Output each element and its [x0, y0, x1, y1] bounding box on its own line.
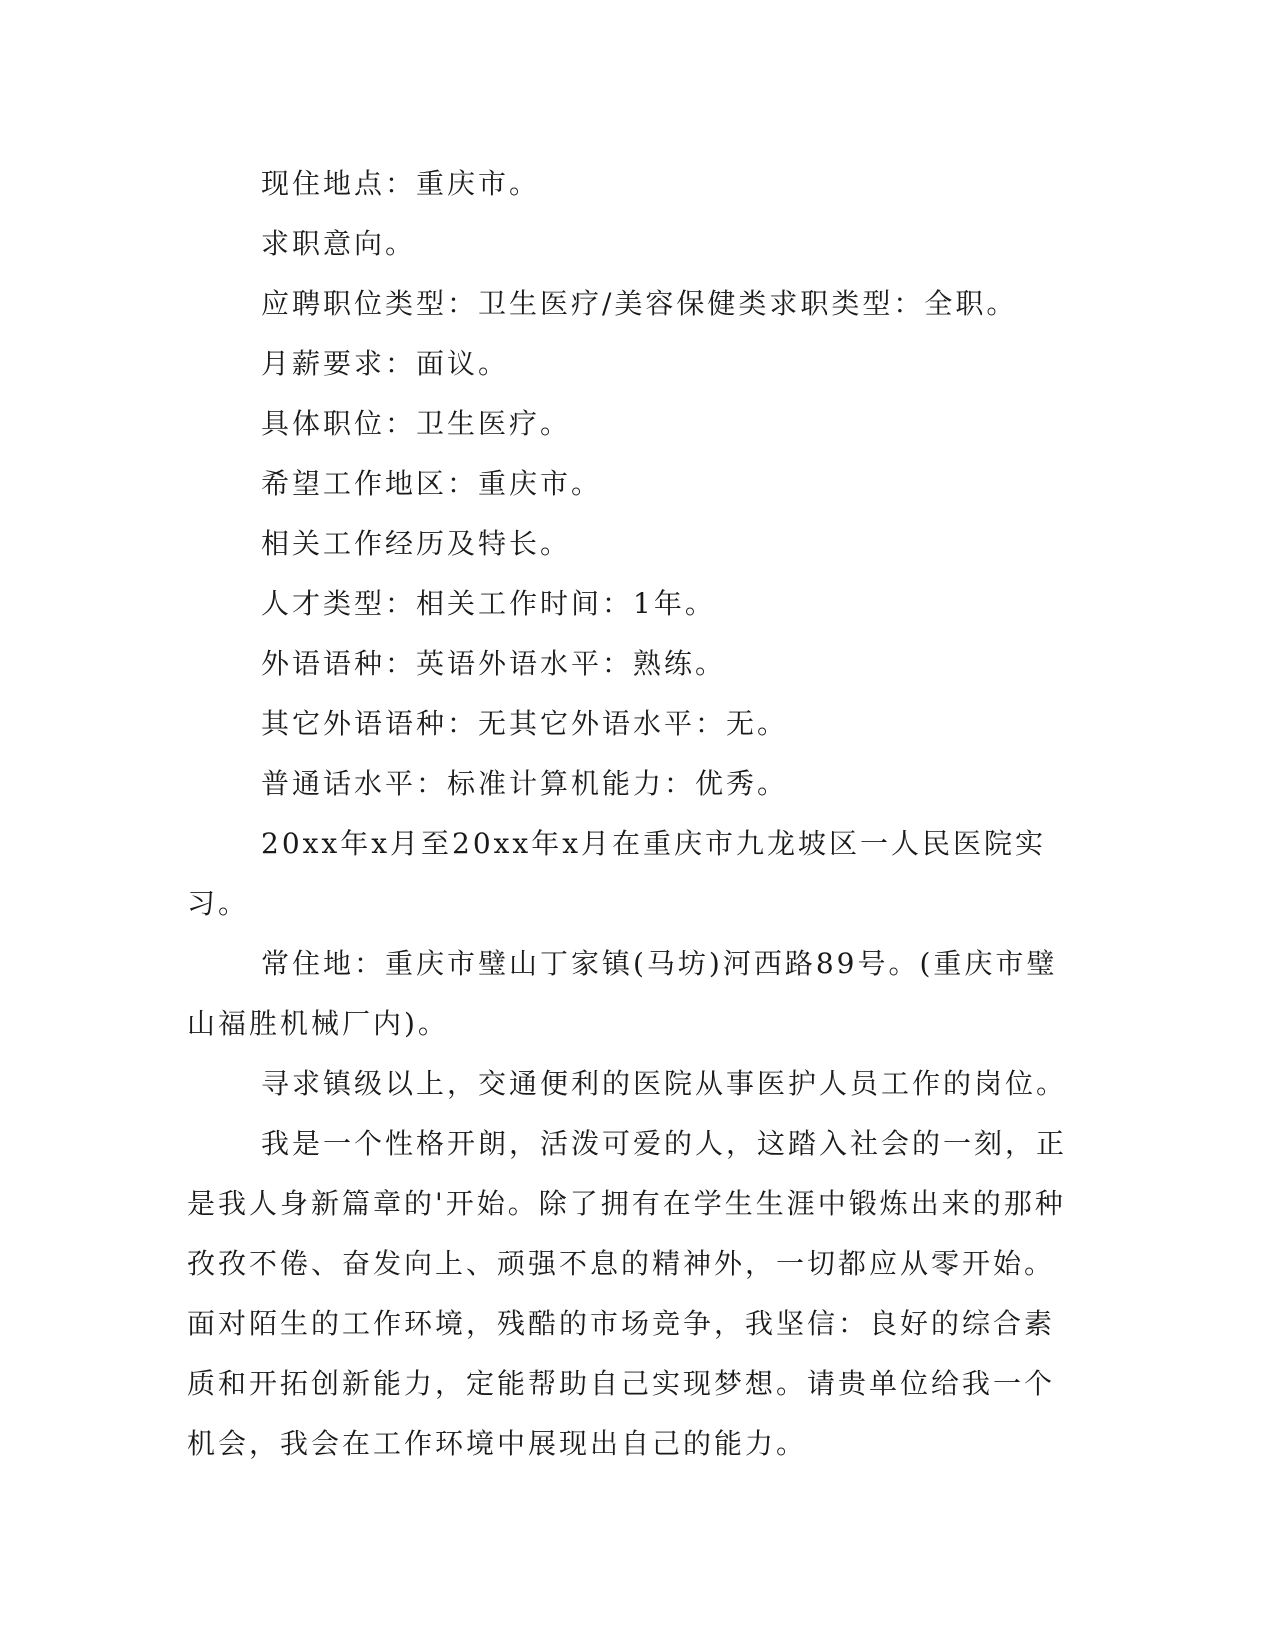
paragraph-internship: 20xx年x月至20xx年x月在重庆市九龙坡区一人民医院实习。 — [187, 827, 1047, 920]
paragraph-self-introduction: 我是一个性格开朗，活泼可爱的人，这踏入社会的一刻，正是我人身新篇章的'开始。除了拥有在学生生涯中锻炼出来的那种孜孜不倦、奋发向上、顽强不息的精神外，一切都应从零开始。面对陌生的工作环境，残酷的市场竞争，我坚信：良好的综合素质和开拓创新能力，定能帮助自己实现梦想。请贵单位给我一个机会，我会在工作环境中展现出自己的能力。 — [187, 1127, 1068, 1460]
paragraph-experience-heading: 相关工作经历及特长。 — [261, 527, 572, 560]
paragraph-position-type: 应聘职位类型：卫生医疗/美容保健类求职类型：全职。 — [261, 287, 1018, 320]
paragraph-job-intention: 求职意向。 — [261, 227, 417, 260]
paragraph-seeking: 寻求镇级以上，交通便利的医院从事医护人员工作的岗位。 — [261, 1067, 1068, 1100]
document-body — [187, 154, 1067, 1474]
paragraph-desired-region: 希望工作地区：重庆市。 — [261, 467, 603, 500]
paragraph-other-language: 其它外语语种：无其它外语水平：无。 — [261, 707, 789, 740]
paragraph-residence: 常住地：重庆市璧山丁家镇(马坊)河西路89号。(重庆市璧山福胜机械厂内)。 — [187, 947, 1058, 1040]
paragraph-current-location: 现住地点：重庆市。 — [261, 167, 541, 200]
paragraph-specific-position: 具体职位：卫生医疗。 — [261, 407, 572, 440]
paragraph-mandarin-computer: 普通话水平：标准计算机能力：优秀。 — [261, 767, 789, 800]
paragraph-foreign-language: 外语语种：英语外语水平：熟练。 — [261, 647, 727, 680]
paragraph-talent-type: 人才类型：相关工作时间：1年。 — [261, 587, 716, 620]
paragraph-salary: 月薪要求：面议。 — [261, 347, 510, 380]
